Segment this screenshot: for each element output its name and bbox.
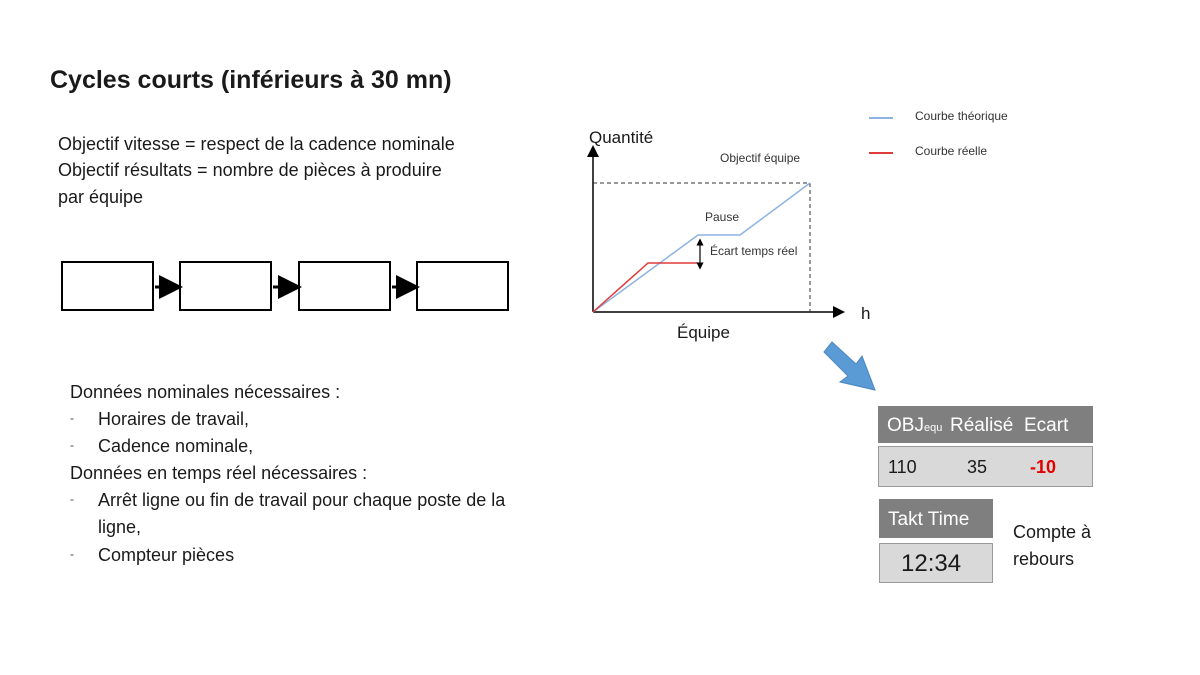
nominal-item-hours: Horaires de travail, <box>98 409 250 429</box>
objective-value: 110 <box>888 457 917 477</box>
objective-results-cont: par équipe <box>58 187 144 207</box>
countdown-label-cont: rebours <box>1013 549 1075 569</box>
shift-label: Équipe <box>677 323 730 342</box>
header-done: Réalisé <box>950 415 1014 436</box>
page-title: Cycles courts (inférieurs à 30 mn) <box>50 66 452 94</box>
flow-arrows <box>0 0 600 340</box>
nominal-heading: Données nominales nécessaires : <box>70 382 341 402</box>
counter-values <box>878 446 1093 487</box>
realtime-heading: Données en temps réel nécessaires : <box>70 463 368 483</box>
objective-speed: Objectif vitesse = respect de la cadence nominale <box>58 134 455 154</box>
takt-header <box>879 499 993 538</box>
done-value: 35 <box>967 457 988 477</box>
legend-label-actual: Courbe réelle <box>915 144 988 158</box>
header-objective-sub: equ <box>923 422 943 434</box>
counter-header <box>878 406 1093 443</box>
bullet: - <box>70 492 74 506</box>
realtime-item-stop: Arrêt ligne ou fin de travail pour chaque poste de la <box>98 490 506 510</box>
gap-value: -10 <box>1030 457 1057 477</box>
legend-label-theoretical: Courbe théorique <box>915 109 1008 123</box>
pause-label: Pause <box>705 210 740 224</box>
production-diagram <box>560 120 890 350</box>
header-objective-main: OBJ <box>887 415 924 436</box>
gap-label: Écart temps réel <box>710 244 798 258</box>
header-objective <box>887 415 942 437</box>
down-right-arrow-icon <box>818 338 880 394</box>
objective-results: Objectif résultats = nombre de pièces à produire <box>58 160 442 180</box>
realtime-item-counter: Compteur pièces <box>98 545 235 565</box>
x-axis-label: h <box>861 304 871 323</box>
y-axis-label: Quantité <box>589 128 654 147</box>
takt-header-label: Takt Time <box>888 509 970 530</box>
nominal-item-cadence: Cadence nominale, <box>98 436 254 456</box>
header-gap: Ecart <box>1024 415 1069 436</box>
realtime-item-stop-cont: ligne, <box>98 517 142 537</box>
takt-value: 12:34 <box>901 550 962 577</box>
countdown-label: Compte à <box>1013 522 1092 542</box>
legend-swatch-actual <box>869 152 893 154</box>
legend-swatch-theoretical <box>869 117 893 119</box>
bullet: - <box>70 411 74 425</box>
actual-curve <box>593 263 698 312</box>
bullet: - <box>70 438 74 452</box>
target-label: Objectif équipe <box>720 151 801 165</box>
takt-value-box <box>879 543 993 583</box>
bullet: - <box>70 547 74 561</box>
